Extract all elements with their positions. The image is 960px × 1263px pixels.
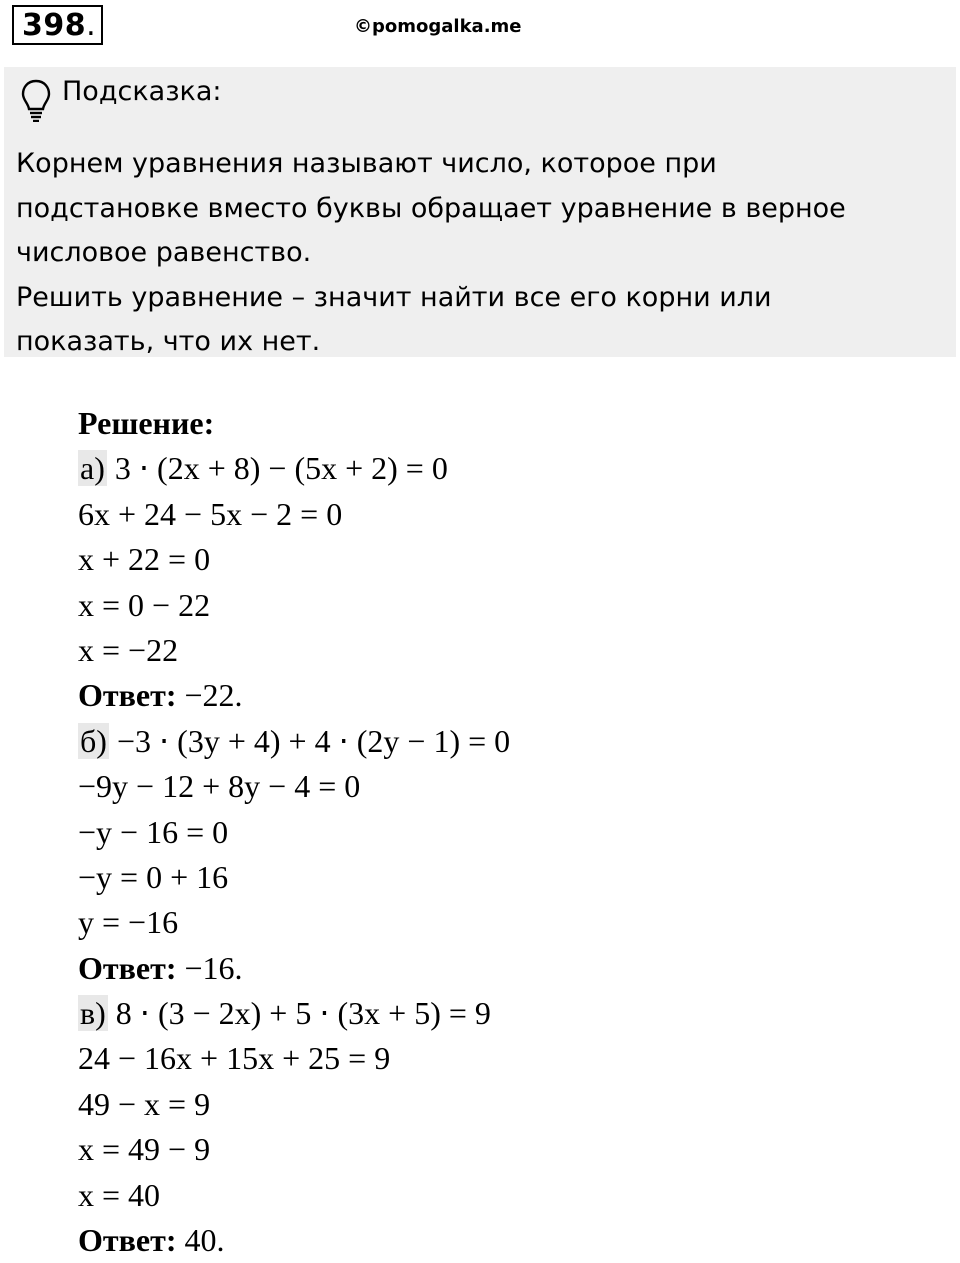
hint-line: Решить уравнение – значит найти все его корни или	[16, 281, 772, 313]
equation-text: −3 ⋅ (3y + 4) + 4 ⋅ (2y − 1) = 0	[108, 722, 511, 759]
hint-line: Корнем уравнения называют число, которое при	[16, 148, 717, 179]
copyright-text: ©pomogalka.me	[354, 16, 522, 37]
answer-label: Ответ:	[78, 949, 177, 986]
answer-value: −22.	[176, 677, 243, 714]
answer-label: Ответ:	[78, 677, 177, 714]
solution-step: −9y − 12 + 8y − 4 = 0	[78, 768, 361, 805]
part-c-equation	[78, 991, 510, 1036]
answer-value: 40.	[176, 1222, 225, 1259]
lightbulb-icon	[20, 78, 52, 122]
hint-title: Подсказка:	[62, 76, 222, 107]
solution-step: y = −16	[78, 904, 179, 941]
solution-step: x = 0 − 22	[78, 586, 211, 623]
solution-step: x + 22 = 0	[78, 541, 211, 578]
problem-number-box	[12, 5, 103, 45]
solution-block	[78, 401, 510, 1263]
problem-number-dot: .	[86, 7, 97, 43]
answer-value: −16.	[176, 949, 243, 986]
solution-step: 24 − 16x + 15x + 25 = 9	[78, 1040, 391, 1077]
solution-step: x = 40	[78, 1176, 161, 1213]
solution-step: x = −22	[78, 631, 179, 668]
solution-step: −y − 16 = 0	[78, 813, 229, 850]
answer-label: Ответ:	[78, 1222, 177, 1259]
part-c-label: в)	[80, 995, 106, 1032]
solution-step: 49 − x = 9	[78, 1085, 211, 1122]
part-c-answer	[78, 1218, 510, 1263]
solution-step: −y = 0 + 16	[78, 858, 229, 895]
solution-step: 6x + 24 − 5x − 2 = 0	[78, 495, 343, 532]
part-b-equation	[78, 719, 510, 764]
solution-step: x = 49 − 9	[78, 1131, 211, 1168]
solution-heading: Решение:	[78, 405, 215, 441]
problem-number: 398	[22, 7, 87, 43]
part-b-answer	[78, 946, 510, 991]
part-a-label: а)	[80, 450, 105, 487]
equation-text: 3 ⋅ (2x + 8) − (5x + 2) = 0	[106, 450, 448, 487]
part-a-equation	[78, 446, 510, 491]
equation-text: 8 ⋅ (3 − 2x) + 5 ⋅ (3x + 5) = 9	[107, 995, 491, 1032]
hint-line: подстановке вместо буквы обращает уравнение в верное	[16, 192, 846, 224]
hint-text	[16, 142, 936, 365]
part-a-answer	[78, 673, 510, 718]
hint-line: показать, что их нет.	[16, 326, 321, 357]
part-b-label: б)	[80, 722, 107, 759]
hint-line: числовое равенство.	[16, 237, 312, 268]
